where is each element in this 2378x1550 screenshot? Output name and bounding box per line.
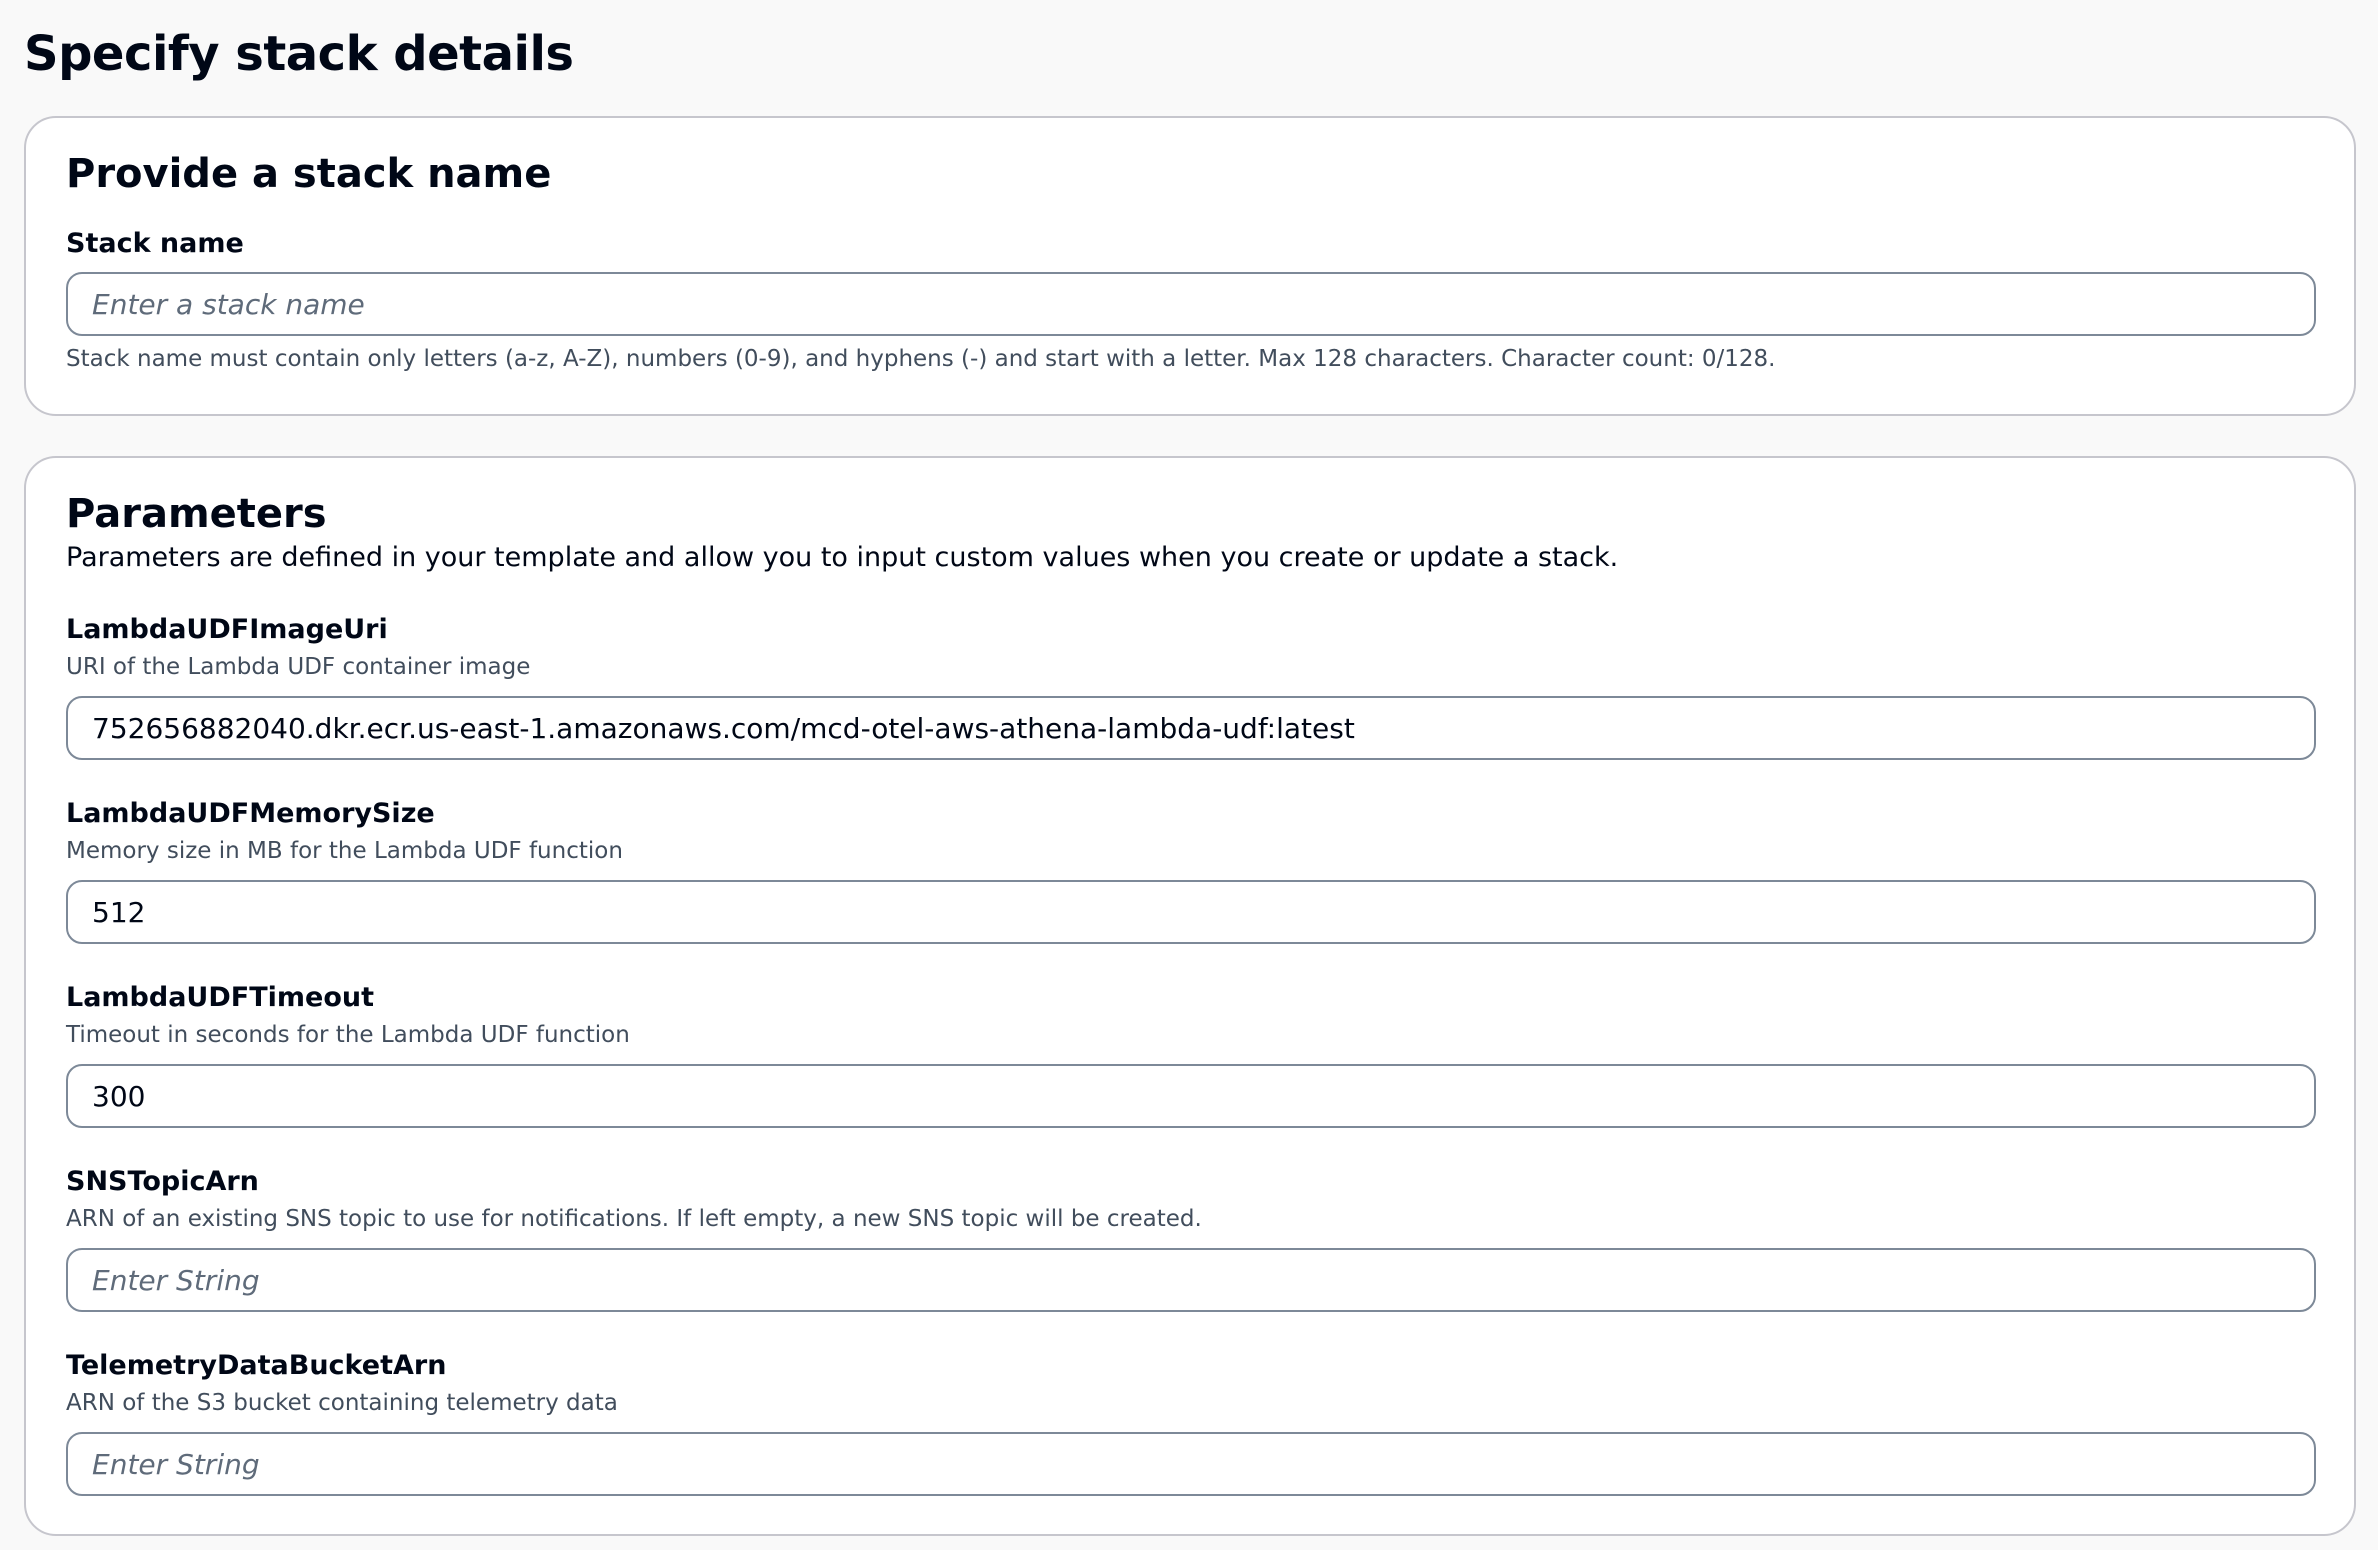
- lambda-udf-memory-size-input[interactable]: [66, 880, 2316, 944]
- stack-name-constraint-text: Stack name must contain only letters (a-z, A-Z), numbers (0-9), and hyphens (-) and start with a letter. Max 128 characters. Character count: 0/128.: [66, 346, 1776, 372]
- param-desc-lambda-udf-timeout: Timeout in seconds for the Lambda UDF function: [66, 1022, 630, 1048]
- param-label-lambda-udf-memory-size: LambdaUDFMemorySize: [66, 798, 435, 829]
- param-label-lambda-udf-timeout: LambdaUDFTimeout: [66, 982, 375, 1013]
- parameters-section-title: Parameters: [66, 491, 327, 537]
- param-desc-sns-topic-arn: ARN of an existing SNS topic to use for notifications. If left empty, a new SNS topic will be created.: [66, 1206, 1202, 1232]
- param-label-sns-topic-arn: SNSTopicArn: [66, 1166, 259, 1197]
- stack-name-label: Stack name: [66, 228, 244, 259]
- lambda-udf-timeout-input[interactable]: [66, 1064, 2316, 1128]
- parameters-panel: [24, 456, 2356, 1536]
- telemetry-data-bucket-arn-input[interactable]: [66, 1432, 2316, 1496]
- stack-name-panel: [24, 116, 2356, 416]
- param-desc-telemetry-data-bucket-arn: ARN of the S3 bucket containing telemetry data: [66, 1390, 618, 1416]
- stack-name-section-title: Provide a stack name: [66, 151, 552, 197]
- parameters-section-description: Parameters are defined in your template and allow you to input custom values when you create or update a stack.: [66, 542, 1619, 573]
- param-desc-lambda-udf-image-uri: URI of the Lambda UDF container image: [66, 654, 531, 680]
- param-label-telemetry-data-bucket-arn: TelemetryDataBucketArn: [66, 1350, 447, 1381]
- page-title: Specify stack details: [24, 26, 574, 82]
- stack-name-input[interactable]: [66, 272, 2316, 336]
- sns-topic-arn-input[interactable]: [66, 1248, 2316, 1312]
- lambda-udf-image-uri-input[interactable]: [66, 696, 2316, 760]
- param-label-lambda-udf-image-uri: LambdaUDFImageUri: [66, 614, 388, 645]
- param-desc-lambda-udf-memory-size: Memory size in MB for the Lambda UDF function: [66, 838, 623, 864]
